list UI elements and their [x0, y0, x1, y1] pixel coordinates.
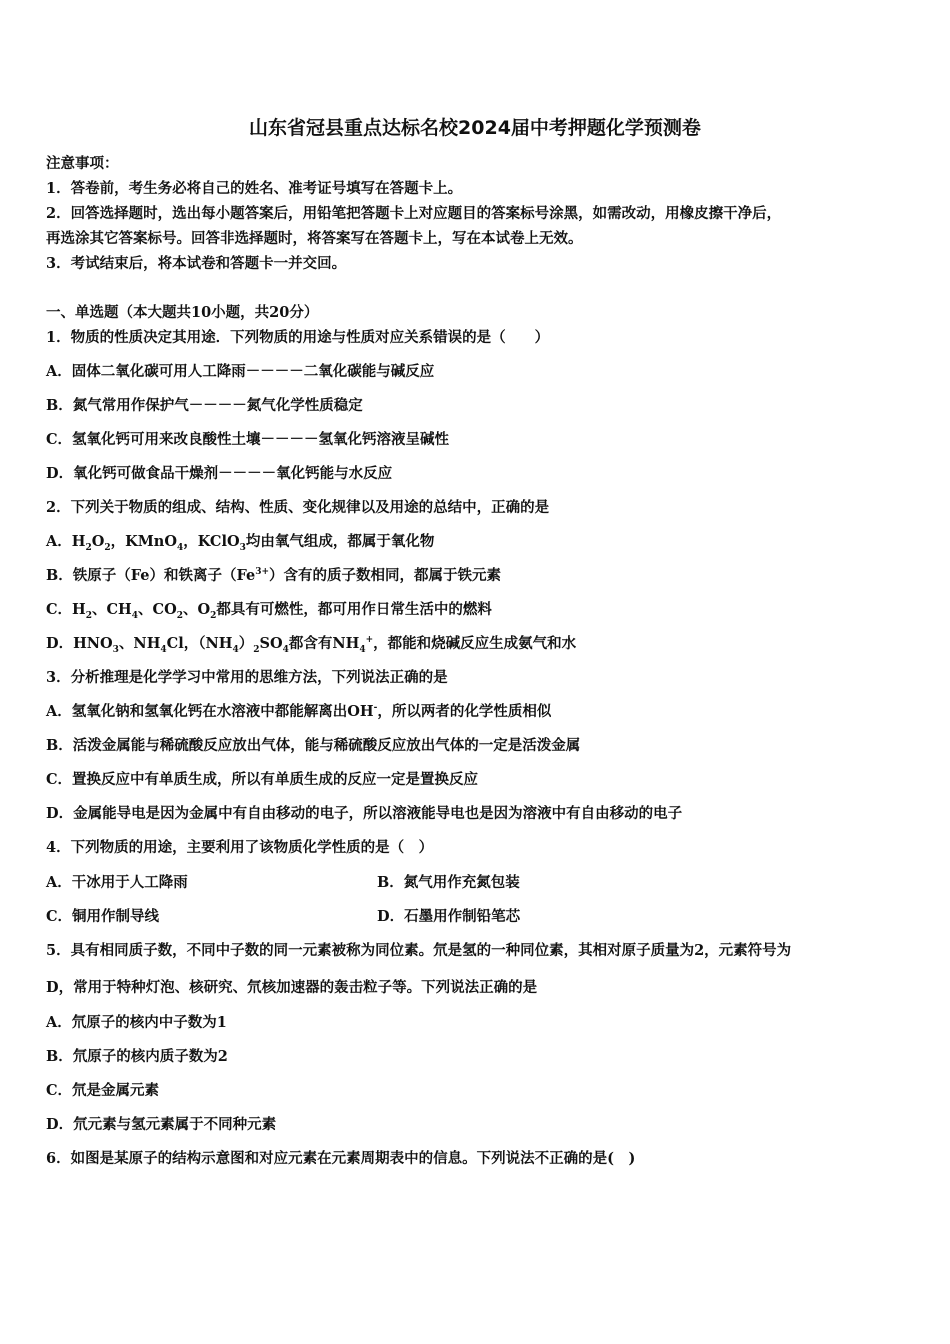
q1-option-a: A．固体二氧化碳可用人工降雨－－－－二氧化碳能与碱反应 [46, 363, 435, 380]
exam-title: 山东省冠县重点达标名校2024届中考押题化学预测卷 [249, 117, 701, 139]
section-heading: 一、单选题（本大题共10小题，共20分） [46, 304, 319, 321]
notice-heading: 注意事项： [46, 155, 119, 172]
q2-option-a: A．$H_2O_2$，KMnO$_4$，KClO$_3$均由氧气组成，都属于氧化物 [46, 533, 435, 553]
q4-option-c: C．铜用作制导线 [46, 908, 160, 925]
q2-option-c: C．$H_2$、$CH_4$、$CO_2$、$O_2$都具有可燃性，都可用作日常生活中的燃料 [46, 601, 492, 621]
q2-option-b: B．铁原子（Fe）和铁离子$(Fe^{3+})$含有的质子数相同，都属于铁元素 [46, 567, 502, 584]
q1-stem: 1．物质的性质决定其用途．下列物质的用途与性质对应关系错误的是（ ） [46, 329, 550, 346]
q3-option-d: D．金属能导电是因为金属中有自由移动的电子，所以溶液能导电也是因为溶液中有自由移动的电子 [46, 805, 683, 822]
q3-option-b: B．活泼金属能与稀硫酸反应放出气体，能与稀硫酸反应放出气体的一定是活泼金属 [46, 737, 581, 754]
q5-option-a: A．氘原子的核内中子数为1 [46, 1014, 227, 1031]
q5-option-b: B．氘原子的核内质子数为2 [46, 1048, 228, 1065]
q1-option-c: C．氢氧化钙可用来改良酸性土壤－－－－氢氧化钙溶液呈碱性 [46, 431, 450, 448]
q6-stem: 6．如图是某原子的结构示意图和对应元素在元素周期表中的信息。下列说法不正确的是( ) [46, 1150, 636, 1167]
q5-option-c: C．氘是金属元素 [46, 1082, 160, 1099]
q1-option-b: B．氮气常用作保护气－－－－氮气化学性质稳定 [46, 397, 363, 414]
q2-stem: 2．下列关于物质的组成、结构、性质、变化规律以及用途的总结中，正确的是 [46, 499, 550, 516]
q4-stem: 4．下列物质的用途，主要利用了该物质化学性质的是（ ） [46, 839, 434, 856]
q4-option-d: D．石墨用作制铅笔芯 [377, 908, 521, 925]
notice-item-2-cont: 再选涂其它答案标号。回答非选择题时，将答案写在答题卡上，写在本试卷上无效。 [46, 230, 583, 247]
q3-option-a: A．氢氧化钠和氢氧化钙在水溶液中都能解离出OH-，所以两者的化学性质相似 [46, 703, 552, 720]
q2-option-d: D．$HNO_3$、$NH_4Cl$，$(NH_4)_2SO_4$都含有$NH_4^+$，都能和烧碱反应生成氨气和水 [46, 635, 577, 655]
q3-stem: 3．分析推理是化学学习中常用的思维方法，下列说法正确的是 [46, 669, 448, 686]
notice-item-2: 2．回答选择题时，选出每小题答案后，用铅笔把答题卡上对应题目的答案标号涂黑，如需改动，用橡皮擦干净后， [46, 205, 782, 222]
q4-option-b: B．氮气用作充氮包装 [377, 874, 520, 891]
q5-stem-line2: D，常用于特种灯泡、核研究、氘核加速器的轰击粒子等。下列说法正确的是 [46, 979, 538, 996]
q3-option-c: C．置换反应中有单质生成，所以有单质生成的反应一定是置换反应 [46, 771, 479, 788]
notice-item-3: 3．考试结束后，将本试卷和答题卡一并交回。 [46, 255, 347, 272]
q5-option-d: D．氘元素与氢元素属于不同种元素 [46, 1116, 277, 1133]
q5-stem-line1: 5．具有相同质子数，不同中子数的同一元素被称为同位素。氘是氢的一种同位素，其相对原子质量为2，元素符号为 [46, 942, 792, 959]
q1-option-d: D．氧化钙可做食品干燥剂－－－－氧化钙能与水反应 [46, 465, 393, 482]
q4-option-a: A．干冰用于人工降雨 [46, 874, 188, 891]
notice-item-1: 1．答卷前，考生务必将自己的姓名、准考证号填写在答题卡上。 [46, 180, 463, 197]
